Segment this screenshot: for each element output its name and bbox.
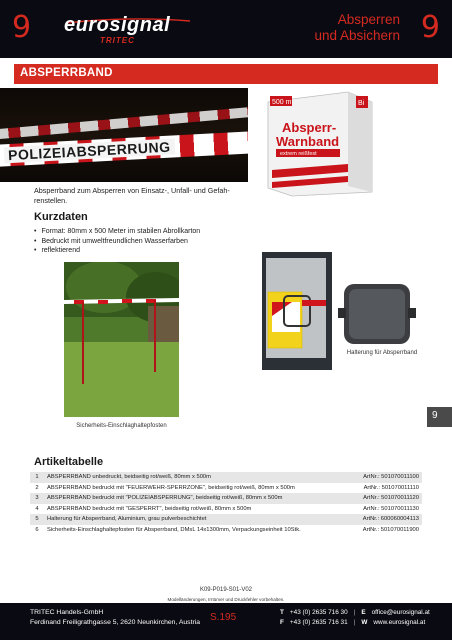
- holder-mounted-photo: [262, 252, 332, 370]
- tape-print-text: POLIZEIABSPERRUNG: [4, 138, 175, 163]
- side-tab-number: 9: [432, 410, 438, 421]
- row-description: ABSPERRBAND bedruckt mit "POLIZEIABSPERRUNG", beidseitig rot/weiß, 80mm x 500m: [44, 493, 344, 504]
- logo-sub-text: TRITEC: [100, 36, 135, 45]
- row-description: Halterung für Absperrband, Aluminium, grau pulverbeschichtet: [44, 514, 344, 525]
- chapter-number-right: 9: [420, 10, 440, 45]
- row-number: 1: [30, 472, 44, 483]
- contact-line-1: [280, 608, 430, 618]
- row-number: 4: [35, 505, 39, 512]
- tape-box-image: [262, 88, 376, 198]
- table-row: [30, 525, 422, 536]
- kurzdaten-item: • reflektierend: [34, 246, 200, 256]
- row-article-number: ArtNr.: 501070011130: [363, 505, 419, 512]
- chapter-side-tab: [427, 407, 452, 427]
- row-number: 5: [30, 514, 44, 525]
- row-description: ABSPERRBAND bedruckt mit "FEUERWEHR-SPERRZONE", beidseitig rot/weiß, 80mm x 500m: [47, 484, 295, 491]
- chapter-number-left: 9: [12, 10, 32, 45]
- eurosignal-logo: [64, 14, 194, 50]
- logo-main-text: eurosignal: [64, 14, 171, 36]
- section-title: ABSPERRBAND: [20, 67, 113, 79]
- contact-line-2: [280, 618, 430, 628]
- page-number: S.195: [210, 612, 237, 623]
- kurzdaten-item: • Format: 80mm x 500 Meter im stabilen Abrollkarton: [34, 227, 200, 237]
- post-right: [154, 300, 156, 372]
- barrier-tape-photo: [0, 88, 248, 182]
- footer-contact: [280, 608, 430, 627]
- fax-label: F: [280, 618, 284, 626]
- artikeltabelle-heading: Artikeltabelle: [34, 456, 104, 468]
- web-label: W: [361, 618, 368, 626]
- row-number: 2: [35, 484, 39, 491]
- separator: |: [353, 618, 356, 626]
- table-row: [30, 504, 422, 515]
- article-table: [30, 472, 422, 535]
- row-description: Sicherheits-Einschlaghaltepfosten für Absperrband, DMsL 14x1300mm, Verpackungseinheit 10Stk.: [47, 526, 301, 533]
- post-photo: [64, 262, 179, 417]
- row-article-number: ArtNr.: 501070011120: [344, 493, 422, 504]
- row-article-number: ArtNr.: 600060004113: [344, 514, 422, 525]
- tel-label: T: [280, 609, 284, 616]
- disclaimer-note: Modelländerungen, Irrtümer und Druckfehler vorbehalten.: [167, 597, 285, 602]
- table-row: [30, 472, 422, 483]
- fax-value: +43 (0) 2635 716 31: [289, 618, 348, 626]
- company-name: TRITEC Handels-GmbH: [30, 609, 104, 616]
- box-line2: Warnband: [276, 134, 340, 149]
- box-side-text: Bi: [358, 100, 365, 107]
- footer-company: [30, 608, 200, 627]
- row-article-number: ArtNr.: 501070011100: [344, 472, 422, 483]
- box-size-text: 500 m: [272, 99, 292, 106]
- document-code: K09-P019-S01-V02: [199, 587, 253, 593]
- page-footer: [0, 603, 452, 640]
- page-header: [0, 0, 452, 58]
- chapter-title-line1: Absperren: [337, 12, 400, 27]
- row-article-number: ArtNr.: 501070011900: [362, 526, 419, 533]
- tape-strip-front: [0, 131, 248, 167]
- separator: |: [353, 609, 356, 616]
- email-label: E: [361, 609, 366, 616]
- row-number: 3: [30, 493, 44, 504]
- chapter-title: [314, 12, 400, 44]
- row-description: ABSPERRBAND bedruckt mit "GESPERRT", beidseitig rot/weiß, 80mm x 500m: [47, 505, 252, 512]
- holder-caption: Halterung für Absperrband: [346, 350, 418, 356]
- holder-product-image: [338, 280, 416, 348]
- table-row: [30, 493, 422, 504]
- table-row: [30, 514, 422, 525]
- email-link[interactable]: office@eurosignal.at: [371, 609, 430, 616]
- post-caption: Sicherheits-Einschlaghaltepfosten: [76, 423, 167, 429]
- kurzdaten-item: • Bedruckt mit umweltfreundlichen Wasserfarben: [34, 237, 200, 247]
- chapter-title-line2: und Absichern: [314, 28, 400, 43]
- web-link[interactable]: www.eurosignal.at: [373, 618, 426, 626]
- box-line3: extrem reißfest: [280, 151, 317, 157]
- table-row: [30, 483, 422, 494]
- kurzdaten-heading: Kurzdaten: [34, 211, 88, 223]
- product-intro: Absperrband zum Absperren von Einsatz-, Unfall- und Gefah-renstellen.: [34, 186, 230, 205]
- row-number: 6: [35, 526, 39, 533]
- company-address: Ferdinand Freiligrathgasse 5, 2620 Neunkirchen, Austria: [30, 618, 201, 626]
- post-left: [82, 302, 84, 384]
- section-bar: [14, 64, 438, 84]
- row-description: ABSPERRBAND unbedruckt, beidseitig rot/weiß, 80mm x 500m: [44, 472, 344, 483]
- box-line1: Absperr-: [282, 120, 337, 135]
- row-article-number: ArtNr.: 501070011110: [363, 484, 419, 491]
- kurzdaten-list: [34, 227, 200, 256]
- tel-value: +43 (0) 2635 716 30: [289, 609, 348, 616]
